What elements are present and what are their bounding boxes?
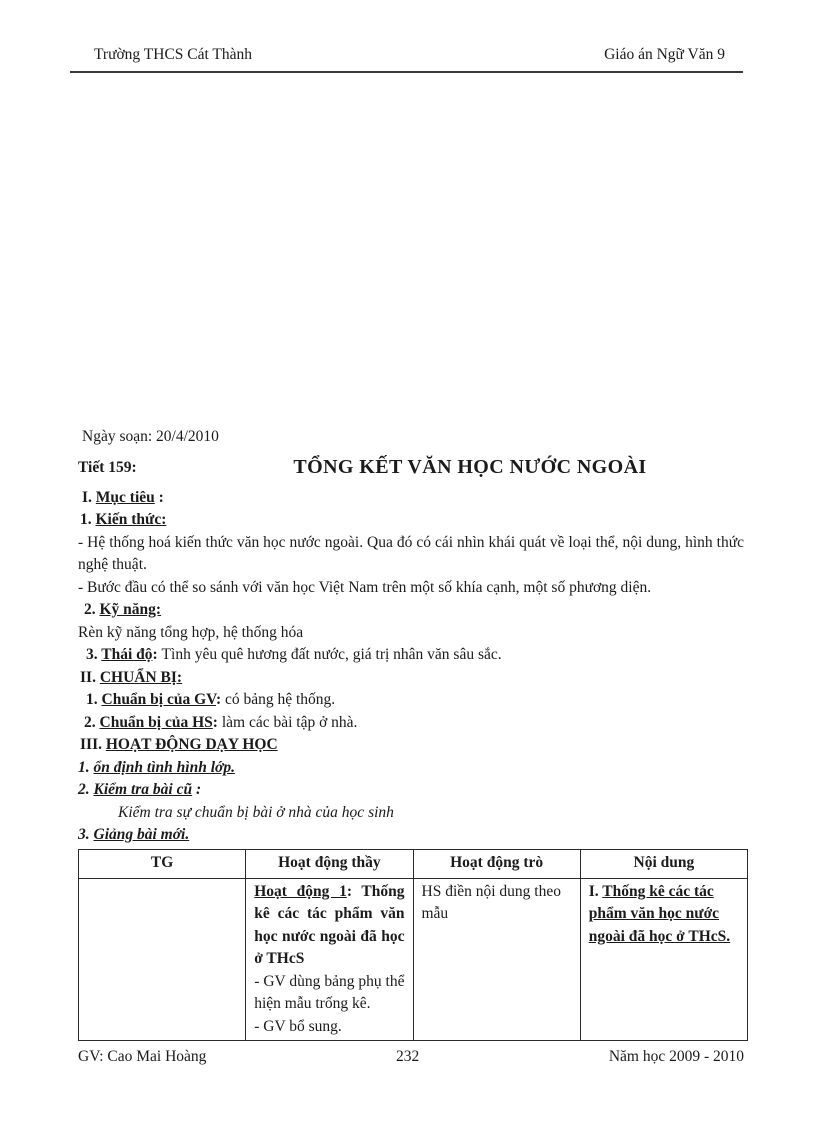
text-run: : Thống kê các tác phẩm văn học nước ngoài đã học ở THcS <box>254 882 405 967</box>
page-footer <box>78 1048 744 1066</box>
text-run: Hoạt động 1 <box>254 882 347 900</box>
footer-school-year: Năm học 2009 - 2010 <box>608 1048 744 1065</box>
page-header <box>70 46 743 73</box>
text-run: : <box>192 781 202 798</box>
text-run: : <box>154 488 164 506</box>
doc-line <box>254 971 404 1016</box>
text-run: Thống kê các tác phẩm văn học nước ngoài đã học ở THcS. <box>588 882 731 945</box>
date-prepared: Ngày soạn: 20/4/2010 <box>82 428 219 445</box>
doc-line <box>118 802 744 825</box>
text-run: Thái độ <box>101 646 153 663</box>
doc-line <box>84 599 744 622</box>
doc-line <box>78 824 744 847</box>
doc-line <box>78 532 744 577</box>
activity-table <box>78 849 748 1042</box>
document-title: TỔNG KẾT VĂN HỌC NƯỚC NGOÀI <box>293 455 647 478</box>
column-header-tg: TG <box>79 849 246 878</box>
text-run: HOẠT ĐỘNG DẠY HỌC <box>105 736 278 753</box>
cell-content <box>580 878 747 1041</box>
doc-line <box>80 509 744 532</box>
doc-line <box>80 734 744 757</box>
table-header-row <box>79 849 748 878</box>
text-run: Tình yêu quê hương đất nước, giá trị nhân văn sâu sắc. <box>161 646 502 663</box>
footer-page-number: 232 <box>396 1048 420 1065</box>
text-run: CHUẨN BỊ: <box>99 668 183 686</box>
text-run: - Hệ thống hoá kiến thức văn học nước ngoài. Qua đó có cái nhìn khái quát về loại thể, nội dung, hình thức nghệ thuật. <box>78 533 744 573</box>
doc-line <box>78 757 744 780</box>
text-run: 1. <box>78 758 94 776</box>
column-header-content: Nội dung <box>580 849 747 878</box>
header-school-name: Trường THCS Cát Thành <box>94 46 252 63</box>
text-run: III. <box>80 736 106 753</box>
lesson-plan-outline <box>78 487 744 847</box>
text-run: 3. <box>78 826 94 843</box>
title-row <box>78 453 744 481</box>
column-header-student-activity: Hoạt động trò <box>413 849 580 878</box>
column-header-teacher-activity: Hoạt động thầy <box>246 849 413 878</box>
cell-tg <box>79 878 246 1041</box>
text-run: - GV bổ sung. <box>254 1017 342 1035</box>
header-subject: Giáo án Ngữ Văn 9 <box>604 46 725 63</box>
doc-line <box>78 779 744 802</box>
footer-teacher-name: GV: Cao Mai Hoàng <box>78 1048 207 1065</box>
text-run: - GV dùng bảng phụ thể hiện mẫu trống kê. <box>254 972 405 1012</box>
text-run: Kỹ năng: <box>99 601 162 618</box>
text-run: : <box>212 713 218 731</box>
text-run: Kiểm tra sự chuẩn bị bài ở nhà của học sinh <box>118 803 394 821</box>
text-run: I. <box>588 882 603 900</box>
text-run: : <box>215 691 222 708</box>
document-body <box>78 426 744 1041</box>
text-run: Giảng bài mới. <box>93 826 190 843</box>
text-run: có bảng hệ thống. <box>221 691 336 708</box>
text-run: 2. <box>84 713 100 731</box>
doc-line <box>86 644 744 667</box>
cell-teacher-activity <box>246 878 413 1041</box>
lesson-number: Tiết 159: <box>78 458 137 476</box>
text-run: Rèn kỹ năng tổng hợp, hệ thống hóa <box>78 623 304 641</box>
text-run: ổn định tình hình lớp. <box>93 758 235 776</box>
text-run: Chuẩn bị của HS <box>99 713 213 731</box>
text-run: Chuẩn bị của GV <box>101 691 216 708</box>
text-run: 2. <box>78 781 94 798</box>
doc-line <box>80 667 744 690</box>
text-run: 1. <box>80 511 96 528</box>
text-run: 3. <box>86 646 102 663</box>
text-run: : <box>152 646 162 663</box>
text-run: Kiến thức: <box>95 511 167 528</box>
text-run: Kiểm tra bài cũ <box>93 781 193 798</box>
doc-line <box>84 712 744 735</box>
text-run: II. <box>80 668 100 686</box>
table-row <box>79 878 748 1041</box>
doc-line <box>78 577 744 600</box>
doc-line <box>254 1016 404 1039</box>
cell-student-activity: HS điền nội dung theo mẫu <box>413 878 580 1041</box>
text-run: 1. <box>86 691 102 708</box>
text-run: làm các bài tập ở nhà. <box>217 713 358 731</box>
text-run: Mục tiêu <box>95 488 155 506</box>
doc-line <box>82 487 744 510</box>
doc-line <box>254 881 404 971</box>
text-run: - Bước đầu có thể so sánh với văn học Việt Nam trên một số khía cạnh, một số phương diện. <box>78 578 652 596</box>
text-run: 2. <box>84 601 100 618</box>
doc-line <box>86 689 744 712</box>
text-run: I. <box>82 488 96 506</box>
doc-line <box>78 622 744 645</box>
